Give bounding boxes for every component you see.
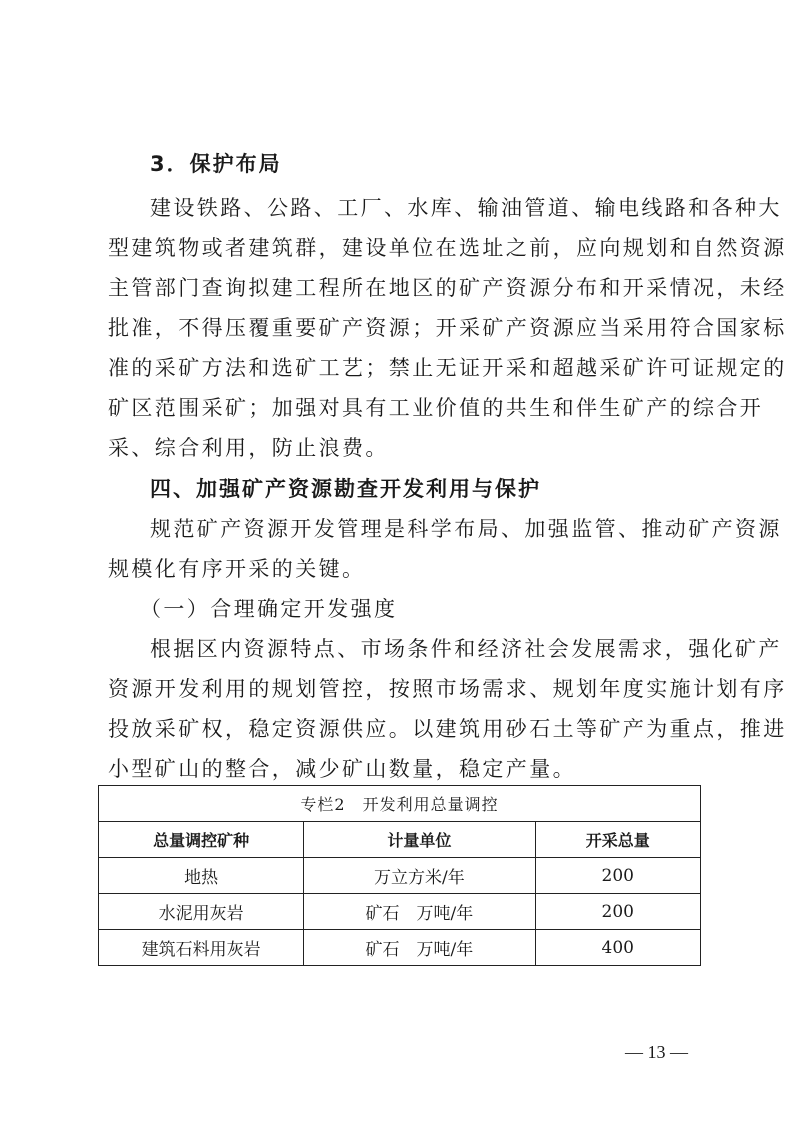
table-caption: 专栏2 开发利用总量调控 bbox=[99, 786, 701, 822]
chapter-heading: 四、加强矿产资源勘查开发利用与保护 bbox=[150, 477, 541, 501]
table-cell: 400 bbox=[535, 930, 701, 966]
table-header-row bbox=[99, 822, 701, 858]
paragraph-line: 规范矿产资源开发管理是科学布局、加强监管、推动矿产资源 bbox=[150, 517, 782, 541]
table-row bbox=[99, 930, 701, 966]
paragraph-line: 型建筑物或者建筑群，建设单位在选址之前，应向规划和自然资源 bbox=[108, 236, 787, 260]
paragraph-line: 矿区范围采矿；加强对具有工业价值的共生和伴生矿产的综合开 bbox=[108, 396, 764, 420]
subsection-heading: （一）合理确定开发强度 bbox=[140, 597, 398, 621]
table-row bbox=[99, 894, 701, 930]
paragraph-line: 投放采矿权，稳定资源供应。以建筑用砂石土等矿产为重点，推进 bbox=[108, 717, 787, 741]
table-cell: 水泥用灰岩 bbox=[99, 894, 304, 930]
table-cell: 矿石 万吨/年 bbox=[304, 930, 535, 966]
paragraph-line: 规模化有序开采的关键。 bbox=[108, 557, 366, 581]
column-header: 总量调控矿种 bbox=[99, 822, 304, 858]
page-number: — 13 — bbox=[625, 1042, 688, 1062]
paragraph-line: 主管部门查询拟建工程所在地区的矿产资源分布和开采情况，未经 bbox=[108, 276, 787, 300]
paragraph-line: 批准，不得压覆重要矿产资源；开采矿产资源应当采用符合国家标 bbox=[108, 316, 787, 340]
paragraph-line: 资源开发利用的规划管控，按照市场需求、规划年度实施计划有序 bbox=[108, 677, 787, 701]
paragraph-line: 准的采矿方法和选矿工艺；禁止无证开采和超越采矿许可证规定的 bbox=[108, 356, 787, 380]
column-header: 计量单位 bbox=[304, 822, 535, 858]
table-cell: 地热 bbox=[99, 858, 304, 894]
paragraph-line: 小型矿山的整合，减少矿山数量，稳定产量。 bbox=[108, 757, 576, 781]
quota-table bbox=[98, 785, 701, 966]
paragraph-line: 根据区内资源特点、市场条件和经济社会发展需求，强化矿产 bbox=[150, 637, 782, 661]
paragraph-line: 采、综合利用，防止浪费。 bbox=[108, 436, 389, 460]
table-caption-row bbox=[99, 786, 701, 822]
paragraph-line: 建设铁路、公路、工厂、水库、输油管道、输电线路和各种大 bbox=[150, 196, 782, 220]
table-row bbox=[99, 858, 701, 894]
column-header: 开采总量 bbox=[535, 822, 701, 858]
table-cell: 矿石 万吨/年 bbox=[304, 894, 535, 930]
table-cell: 建筑石料用灰岩 bbox=[99, 930, 304, 966]
table-cell: 万立方米/年 bbox=[304, 858, 535, 894]
table-cell: 200 bbox=[535, 858, 701, 894]
section-heading: 3．保护布局 bbox=[150, 152, 282, 176]
table-cell: 200 bbox=[535, 894, 701, 930]
